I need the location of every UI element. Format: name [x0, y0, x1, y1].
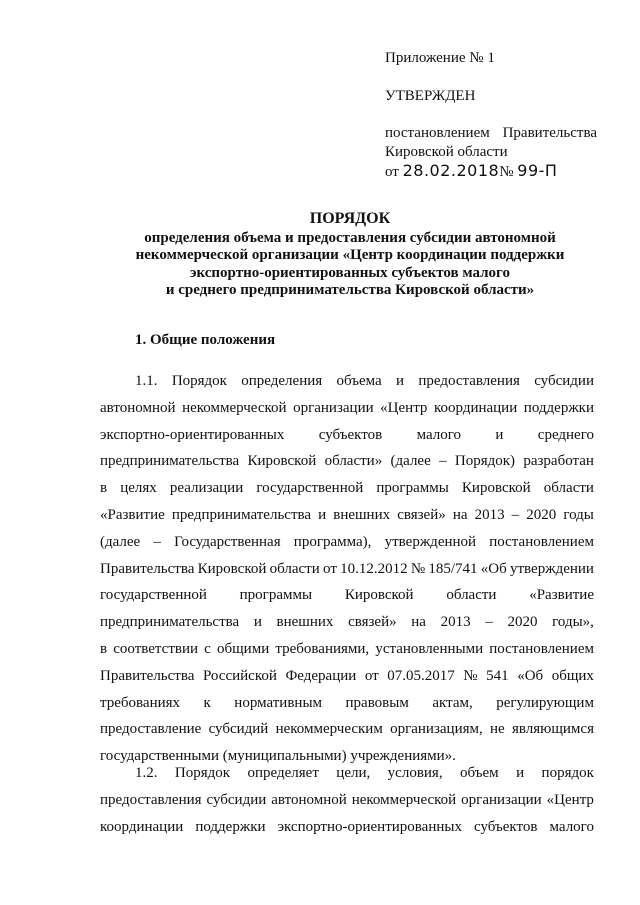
paragraph-1-1: [100, 368, 594, 770]
word: объем: [460, 765, 499, 781]
word: 2020: [507, 614, 538, 631]
word: Порядок: [174, 765, 231, 781]
word: в: [100, 480, 108, 497]
word: субсидий: [208, 721, 269, 738]
word: некоммерческим: [275, 721, 383, 738]
word: Государственная: [174, 533, 281, 550]
word: постановлением: [489, 533, 594, 550]
word: малого: [549, 818, 594, 835]
word: области»: [324, 453, 383, 470]
word: и: [495, 426, 504, 443]
word: (далее: [100, 533, 141, 550]
word: к: [203, 694, 211, 711]
decree-word: постановлением: [385, 125, 490, 141]
word: установленными: [375, 640, 484, 657]
word: реализации: [169, 480, 244, 497]
word: Кировской: [247, 453, 317, 470]
word: объема: [336, 373, 382, 389]
word: и: [516, 765, 525, 781]
word: государственной: [100, 587, 207, 604]
word: порядок: [541, 765, 594, 781]
word: Кировской: [344, 587, 414, 604]
word: 07.05.2017: [387, 667, 455, 684]
date-prefix: от: [385, 164, 399, 180]
region-line: Кировской области: [385, 144, 508, 160]
paragraph-line: [100, 663, 594, 690]
word: малого: [416, 426, 462, 443]
word: и: [318, 506, 327, 523]
word: связей»: [348, 614, 397, 631]
word: автономной: [271, 791, 347, 808]
title-main: ПОРЯДОК: [309, 210, 391, 227]
word: и: [396, 373, 405, 389]
word: организациям,: [390, 721, 483, 738]
paragraph-line: [100, 556, 594, 583]
word: связей»: [397, 506, 446, 523]
word: на: [452, 506, 468, 523]
word: и: [253, 614, 262, 631]
handwritten-number: 99-П: [517, 161, 558, 180]
word: требованиями,: [275, 640, 370, 657]
word: являющимся: [511, 721, 594, 738]
paragraph-line: [100, 636, 594, 663]
word: цели,: [336, 765, 371, 781]
word: не: [490, 721, 505, 738]
word: некоммерческой: [182, 399, 287, 416]
word: 541: [486, 667, 509, 684]
date-line: [385, 161, 557, 182]
word: 1.1.: [135, 373, 158, 389]
word: предпринимательства: [100, 614, 240, 631]
paragraph-line: [100, 690, 594, 717]
word: области: [446, 587, 497, 604]
word: общих: [551, 667, 594, 684]
word: «Развитие: [529, 587, 594, 604]
word: поддержки: [195, 818, 266, 835]
word: предоставление: [100, 721, 202, 738]
section-heading: 1. Общие положения: [135, 332, 276, 348]
word: определения: [241, 373, 323, 389]
word: разработан: [523, 453, 594, 470]
word: координации: [100, 818, 184, 835]
title-line: и среднего предпринимательства Кировской области»: [165, 282, 535, 298]
paragraph-line: [100, 502, 594, 529]
word: –: [485, 614, 493, 631]
word: –: [153, 533, 161, 550]
word: актам,: [432, 694, 473, 711]
word: предоставления: [418, 373, 520, 389]
word: «Развитие: [100, 506, 165, 523]
word: в: [100, 640, 108, 657]
paragraph-last-line: государственными (муниципальными) учреждениями».: [100, 748, 456, 765]
word: программы: [239, 587, 313, 604]
word: среднего: [537, 426, 594, 443]
word: нормативным: [234, 694, 323, 711]
word: (далее: [390, 453, 431, 470]
word: предпринимательства: [171, 506, 312, 523]
word: с: [204, 640, 211, 657]
word: 185/741: [428, 560, 478, 577]
word: от: [323, 560, 337, 577]
word: организации: [293, 399, 374, 416]
paragraph-1-2: [100, 760, 594, 840]
word: 2013: [440, 614, 471, 631]
word: автономной: [100, 399, 176, 416]
word: субсидии: [534, 373, 594, 389]
word: Правительства: [100, 667, 195, 684]
word: соответствии: [113, 640, 199, 657]
word: предоставления: [100, 791, 202, 808]
paragraph-line: [100, 368, 594, 395]
word: экспортно-ориентированных: [277, 818, 462, 835]
word: «Об: [480, 560, 507, 577]
paragraph-line: [100, 448, 594, 475]
word: программа),: [293, 533, 372, 550]
word: «Центр: [380, 399, 428, 416]
word: поддержки: [523, 399, 594, 416]
word: организации: [461, 791, 542, 808]
appendix-label: Приложение № 1: [385, 50, 495, 66]
word: внешних: [333, 506, 391, 523]
word: экспортно-ориентированных: [100, 426, 285, 443]
word: утвержденной: [384, 533, 477, 550]
decree-word: Правительства: [502, 125, 597, 141]
approved-stamp-text: УТВЕРЖДЕН: [385, 88, 476, 104]
title-line: некоммерческой организации «Центр координации поддержки: [135, 247, 565, 263]
word: внешних: [276, 614, 334, 631]
word: на: [411, 614, 426, 631]
word: «Центр: [546, 791, 594, 808]
word: –: [511, 506, 520, 523]
title-line: экспортно-ориентированных субъектов малого: [190, 264, 510, 281]
word: Правительства: [100, 560, 195, 577]
word: Российской: [202, 667, 277, 684]
handwritten-date: 28.02.2018: [402, 161, 500, 180]
word: №: [463, 667, 478, 684]
word: области: [269, 560, 320, 577]
paragraph-line: [100, 529, 594, 556]
title-line: определения объема и предоставления субсидии автономной: [144, 229, 556, 246]
word: 10.12.2012: [340, 560, 408, 577]
paragraph-line: [100, 395, 594, 422]
word: годы»,: [552, 614, 594, 631]
paragraph-line: [100, 609, 594, 636]
word: Кировской: [197, 560, 267, 577]
paragraph-line: [100, 716, 594, 743]
word: условия,: [387, 765, 443, 781]
word: 2020: [526, 506, 557, 523]
word: предпринимательства: [100, 453, 240, 470]
word: требованиях: [100, 694, 181, 711]
document-title: [100, 210, 600, 300]
paragraph-line: [100, 422, 594, 449]
word: Порядок: [171, 373, 227, 389]
paragraph-line: [100, 760, 594, 787]
word: целях: [120, 480, 157, 497]
word: Кировской: [461, 480, 531, 497]
word: определяет: [247, 765, 319, 781]
paragraph-line: [100, 475, 594, 502]
word: общими: [217, 640, 270, 657]
word: постановлением: [489, 640, 594, 657]
word: некоммерческой: [351, 791, 457, 808]
paragraph-line: [100, 787, 594, 814]
word: субъектов: [318, 426, 383, 443]
word: Порядок): [454, 453, 516, 470]
word: субсидии: [206, 791, 267, 808]
paragraph-line: [100, 814, 594, 841]
word: программы: [376, 480, 449, 497]
word: утверждении: [510, 560, 594, 577]
word: субъектов: [474, 818, 538, 835]
number-sign: №: [499, 164, 514, 180]
word: правовым: [345, 694, 409, 711]
word: №: [410, 560, 426, 577]
word: «Об: [517, 667, 544, 684]
word: 2013: [474, 506, 505, 523]
word: 1.2.: [135, 765, 158, 781]
word: годы: [563, 506, 594, 523]
paragraph-line: [100, 582, 594, 609]
word: регулирующим: [496, 694, 594, 711]
word: государственной: [256, 480, 364, 497]
word: –: [439, 453, 447, 470]
word: от: [364, 667, 379, 684]
word: области: [543, 480, 594, 497]
decree-line: [385, 123, 597, 143]
word: координации: [433, 399, 518, 416]
word: Федерации: [285, 667, 357, 684]
